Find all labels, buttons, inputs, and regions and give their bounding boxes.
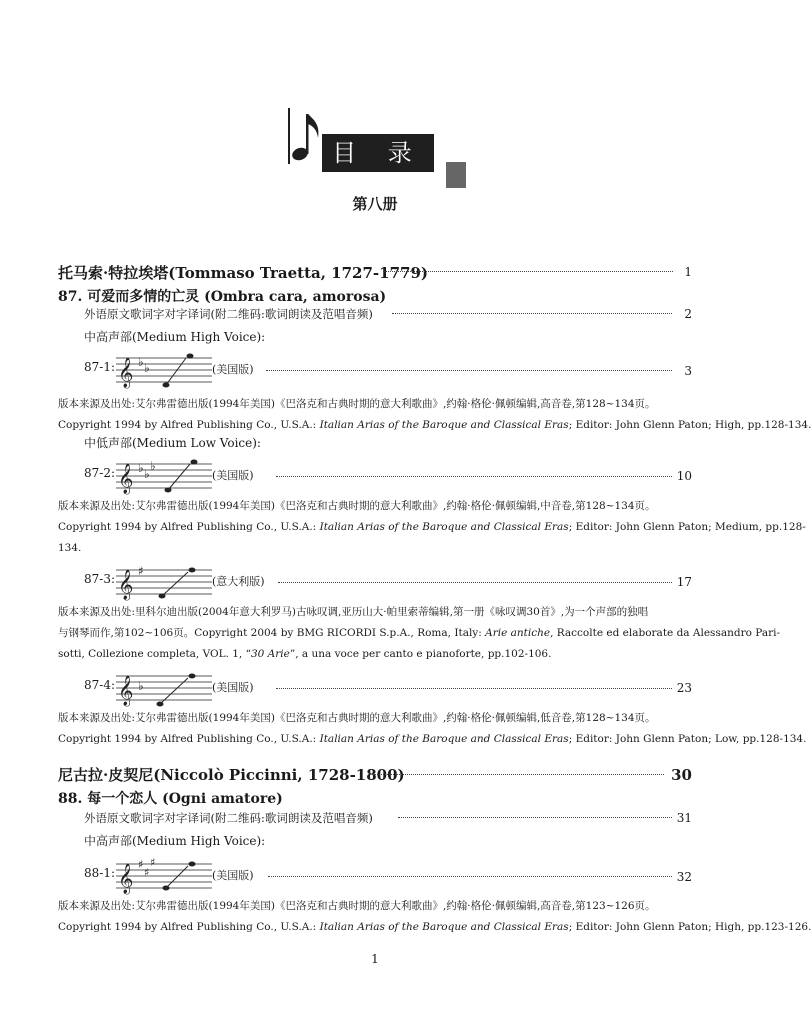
excerpt-label: 87-2: bbox=[84, 466, 116, 480]
edition-label: (意大利版) bbox=[212, 575, 265, 588]
page-ref[interactable]: 10 bbox=[676, 469, 692, 483]
excerpt-label: 88-1: bbox=[84, 866, 116, 880]
page-ref[interactable]: 23 bbox=[676, 681, 692, 695]
leader-dots bbox=[383, 271, 673, 272]
source-note: 版本来源及出处:里科尔迪出版(2004年意大利罗马)古咏叹调,亚历山大·帕里索蒂编辑,第一册《咏叹调30首》,为一个声部的独唱 与钢琴而作,第102~106页。Copyright 2004 by BMG RICORDI S.p.A., Roma, Italy: Arie antiche, Raccolte ed elaborate da Alessandro Pari- sotti, Collezione completa, VOL. 1, “30 Arie”, a una voce per canto e pianoforte, pp.102-106. bbox=[58, 606, 781, 660]
svg-text:♭: ♭ bbox=[138, 679, 144, 693]
treble-clef-staff-icon bbox=[116, 350, 212, 390]
page-ref[interactable]: 2 bbox=[684, 307, 692, 321]
leader-dots bbox=[266, 370, 672, 371]
svg-text:♭: ♭ bbox=[144, 361, 150, 375]
song-title: 88. 每一个恋人 (Ogni amatore) bbox=[58, 791, 283, 807]
excerpt-label: 87-1: bbox=[84, 360, 116, 374]
page-ref[interactable]: 17 bbox=[676, 575, 692, 589]
excerpt-label: 87-3: bbox=[84, 572, 116, 586]
source-note: 版本来源及出处:艾尔弗雷德出版(1994年美国)《巴洛克和古典时期的意大利歌曲》,约翰·格伦·佩顿编辑,高音卷,第123~126页。 Copyright 1994 by Alfred Publishing Co., U.S.A.: Italian Arias of the Baroque and Classical Eras; Editor: John Glenn Paton; High, pp.123-126. bbox=[58, 900, 811, 933]
page-ref[interactable]: 3 bbox=[684, 364, 692, 378]
leader-dots bbox=[278, 582, 672, 583]
page-title: 目 录 bbox=[322, 134, 434, 172]
composer-heading: 尼古拉·皮契尼(Niccolò Piccinni, 1728-1800) bbox=[58, 766, 405, 784]
page-ref[interactable]: 30 bbox=[671, 766, 692, 784]
voice-label: 中高声部(Medium High Voice): bbox=[84, 834, 266, 848]
edition-label: (美国版) bbox=[212, 469, 254, 482]
svg-text:♭: ♭ bbox=[144, 467, 150, 481]
edition-label: (美国版) bbox=[212, 363, 254, 376]
composer-heading: 托马索·特拉埃塔(Tommaso Traetta, 1727-1779) bbox=[58, 264, 428, 282]
source-note: 版本来源及出处:艾尔弗雷德出版(1994年美国)《巴洛克和古典时期的意大利歌曲》,约翰·格伦·佩顿编辑,高音卷,第128~134页。 Copyright 1994 by Alfred Publishing Co., U.S.A.: Italian Arias of the Baroque and Classical Eras; Editor: John Glenn Paton; High, pp.128-134. bbox=[58, 398, 811, 431]
svg-text:𝄞: 𝄞 bbox=[118, 358, 134, 388]
leader-dots bbox=[268, 876, 672, 877]
voice-label: 中高声部(Medium High Voice): bbox=[84, 330, 266, 344]
svg-text:𝄞: 𝄞 bbox=[118, 464, 134, 494]
page-ref[interactable]: 32 bbox=[676, 870, 692, 884]
leader-dots bbox=[392, 313, 672, 314]
song-title: 87. 可爱而多情的亡灵 (Ombra cara, amorosa) bbox=[58, 289, 387, 305]
lyrics-translation-line: 外语原文歌词字对字译词(附二维码:歌词朗读及范唱音频) bbox=[84, 307, 373, 321]
lyrics-translation-line: 外语原文歌词字对字译词(附二维码:歌词朗读及范唱音频) bbox=[84, 811, 373, 825]
page-ref[interactable]: 1 bbox=[684, 265, 692, 279]
svg-text:♭: ♭ bbox=[138, 461, 144, 475]
svg-text:𝄞: 𝄞 bbox=[118, 570, 134, 600]
svg-text:♭: ♭ bbox=[138, 355, 144, 369]
treble-clef-staff-icon bbox=[116, 668, 212, 708]
treble-clef-staff-icon bbox=[116, 562, 212, 602]
treble-clef-staff-icon bbox=[116, 456, 212, 496]
voice-label: 中低声部(Medium Low Voice): bbox=[84, 436, 261, 450]
svg-text:♭: ♭ bbox=[150, 459, 156, 473]
source-note: 版本来源及出处:艾尔弗雷德出版(1994年美国)《巴洛克和古典时期的意大利歌曲》,约翰·格伦·佩顿编辑,中音卷,第128~134页。 Copyright 1994 by Alfred Publishing Co., U.S.A.: Italian Arias of the Baroque and Classical Eras; Editor: John Glenn Paton; Medium, pp.128- 134. bbox=[58, 500, 806, 554]
svg-text:♯: ♯ bbox=[150, 856, 156, 869]
volume-label: 第八册 bbox=[352, 195, 398, 213]
eighth-note-icon bbox=[288, 108, 326, 164]
leader-dots bbox=[374, 774, 664, 775]
leader-dots bbox=[276, 476, 672, 477]
page-ref[interactable]: 31 bbox=[676, 811, 692, 825]
edition-label: (美国版) bbox=[212, 681, 254, 694]
decorative-block bbox=[446, 162, 466, 188]
svg-text:♯: ♯ bbox=[138, 564, 144, 578]
page-number: 1 bbox=[371, 952, 379, 966]
svg-text:𝄞: 𝄞 bbox=[118, 676, 134, 706]
svg-text:♯: ♯ bbox=[138, 858, 144, 871]
edition-label: (美国版) bbox=[212, 869, 254, 882]
source-note: 版本来源及出处:艾尔弗雷德出版(1994年美国)《巴洛克和古典时期的意大利歌曲》,约翰·格伦·佩顿编辑,低音卷,第128~134页。 Copyright 1994 by Alfred Publishing Co., U.S.A.: Italian Arias of the Baroque and Classical Eras; Editor: John Glenn Paton; Low, pp.128-134. bbox=[58, 712, 807, 745]
svg-text:♯: ♯ bbox=[144, 866, 150, 879]
leader-dots bbox=[398, 817, 672, 818]
excerpt-label: 87-4: bbox=[84, 678, 116, 692]
svg-text:𝄞: 𝄞 bbox=[118, 864, 134, 894]
treble-clef-staff-icon bbox=[116, 856, 212, 896]
leader-dots bbox=[276, 688, 672, 689]
